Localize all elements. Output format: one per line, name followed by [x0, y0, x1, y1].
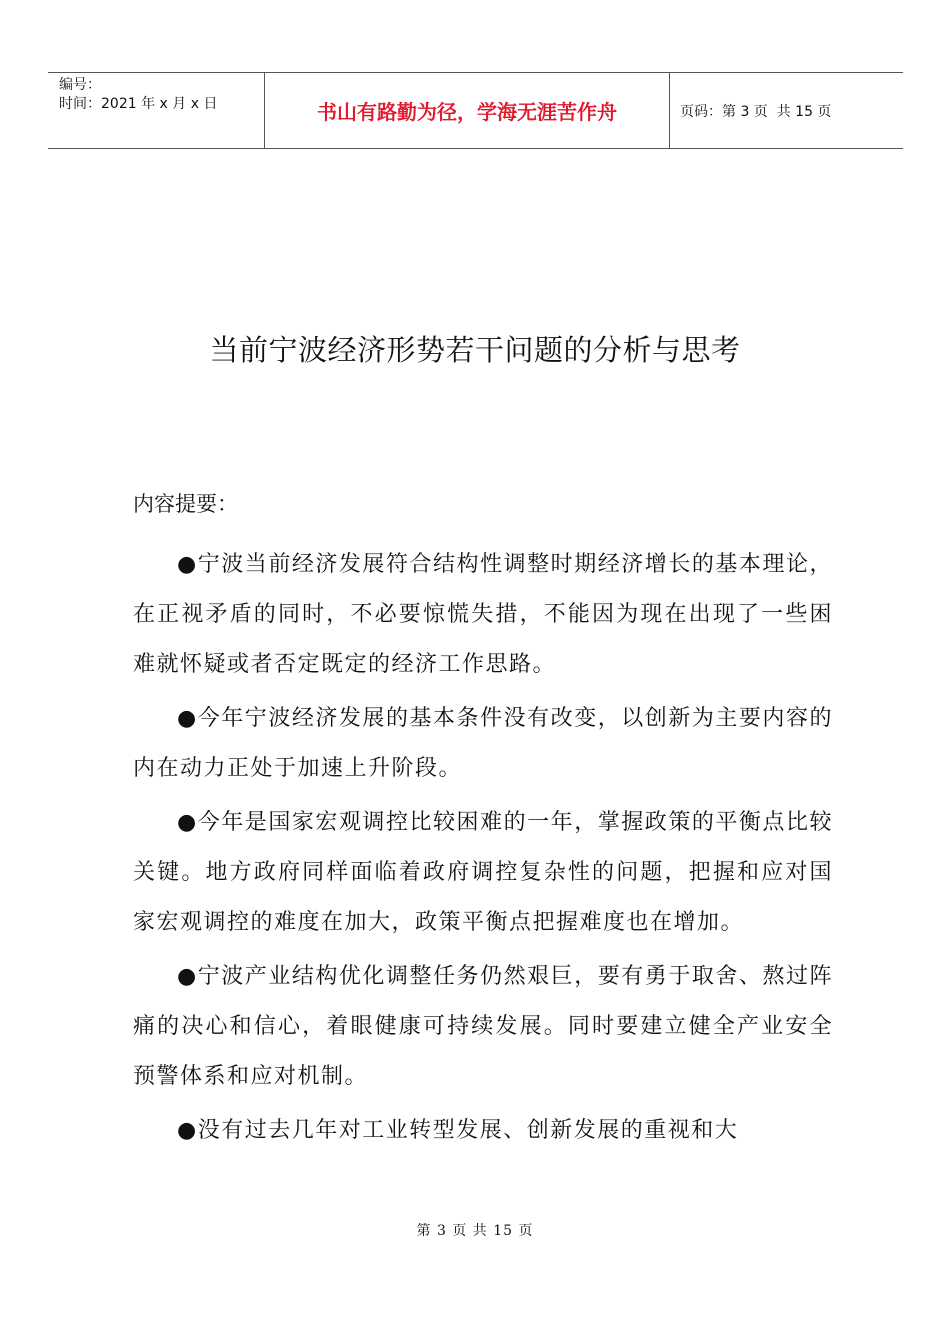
- summary-paragraph: ●宁波当前经济发展符合结构性调整时期经济增长的基本理论，在正视矛盾的同时，不必要惊慌失措，不能因为现在出现了一些困难就怀疑或者否定既定的经济工作思路。: [133, 552, 833, 677]
- summary-paragraph: ●今年宁波经济发展的基本条件没有改变，以创新为主要内容的内在动力正处于加速上升阶段。: [133, 706, 833, 781]
- page-footer: 第 3 页 共 15 页: [416, 1223, 534, 1239]
- header-motto: 书山有路勤为径，学海无涯苦作舟: [265, 73, 670, 148]
- header-page-info: [670, 73, 903, 148]
- summary-label: 内容提要：: [133, 492, 238, 516]
- number-label: 编号：: [59, 77, 101, 93]
- page-header: [48, 72, 903, 149]
- time-label: 时间：2021 年 x 月 x 日: [59, 96, 218, 112]
- document-body: [133, 488, 833, 1156]
- page-info-text: 页码：第 3 页 共 15 页: [680, 103, 832, 120]
- document-title: 当前宁波经济形势若干问题的分析与思考: [209, 333, 741, 367]
- summary-paragraph: ●今年是国家宏观调控比较困难的一年，掌握政策的平衡点比较关键。地方政府同样面临着政府调控复杂性的问题，把握和应对国家宏观调控的难度在加大，政策平衡点把握难度也在增加。: [133, 810, 833, 935]
- summary-paragraph: ●宁波产业结构优化调整任务仍然艰巨，要有勇于取舍、熬过阵痛的决心和信心，着眼健康可持续发展。同时要建立健全产业安全预警体系和应对机制。: [133, 964, 833, 1089]
- summary-paragraph: ●没有过去几年对工业转型发展、创新发展的重视和大: [177, 1118, 739, 1143]
- header-meta: [48, 73, 265, 148]
